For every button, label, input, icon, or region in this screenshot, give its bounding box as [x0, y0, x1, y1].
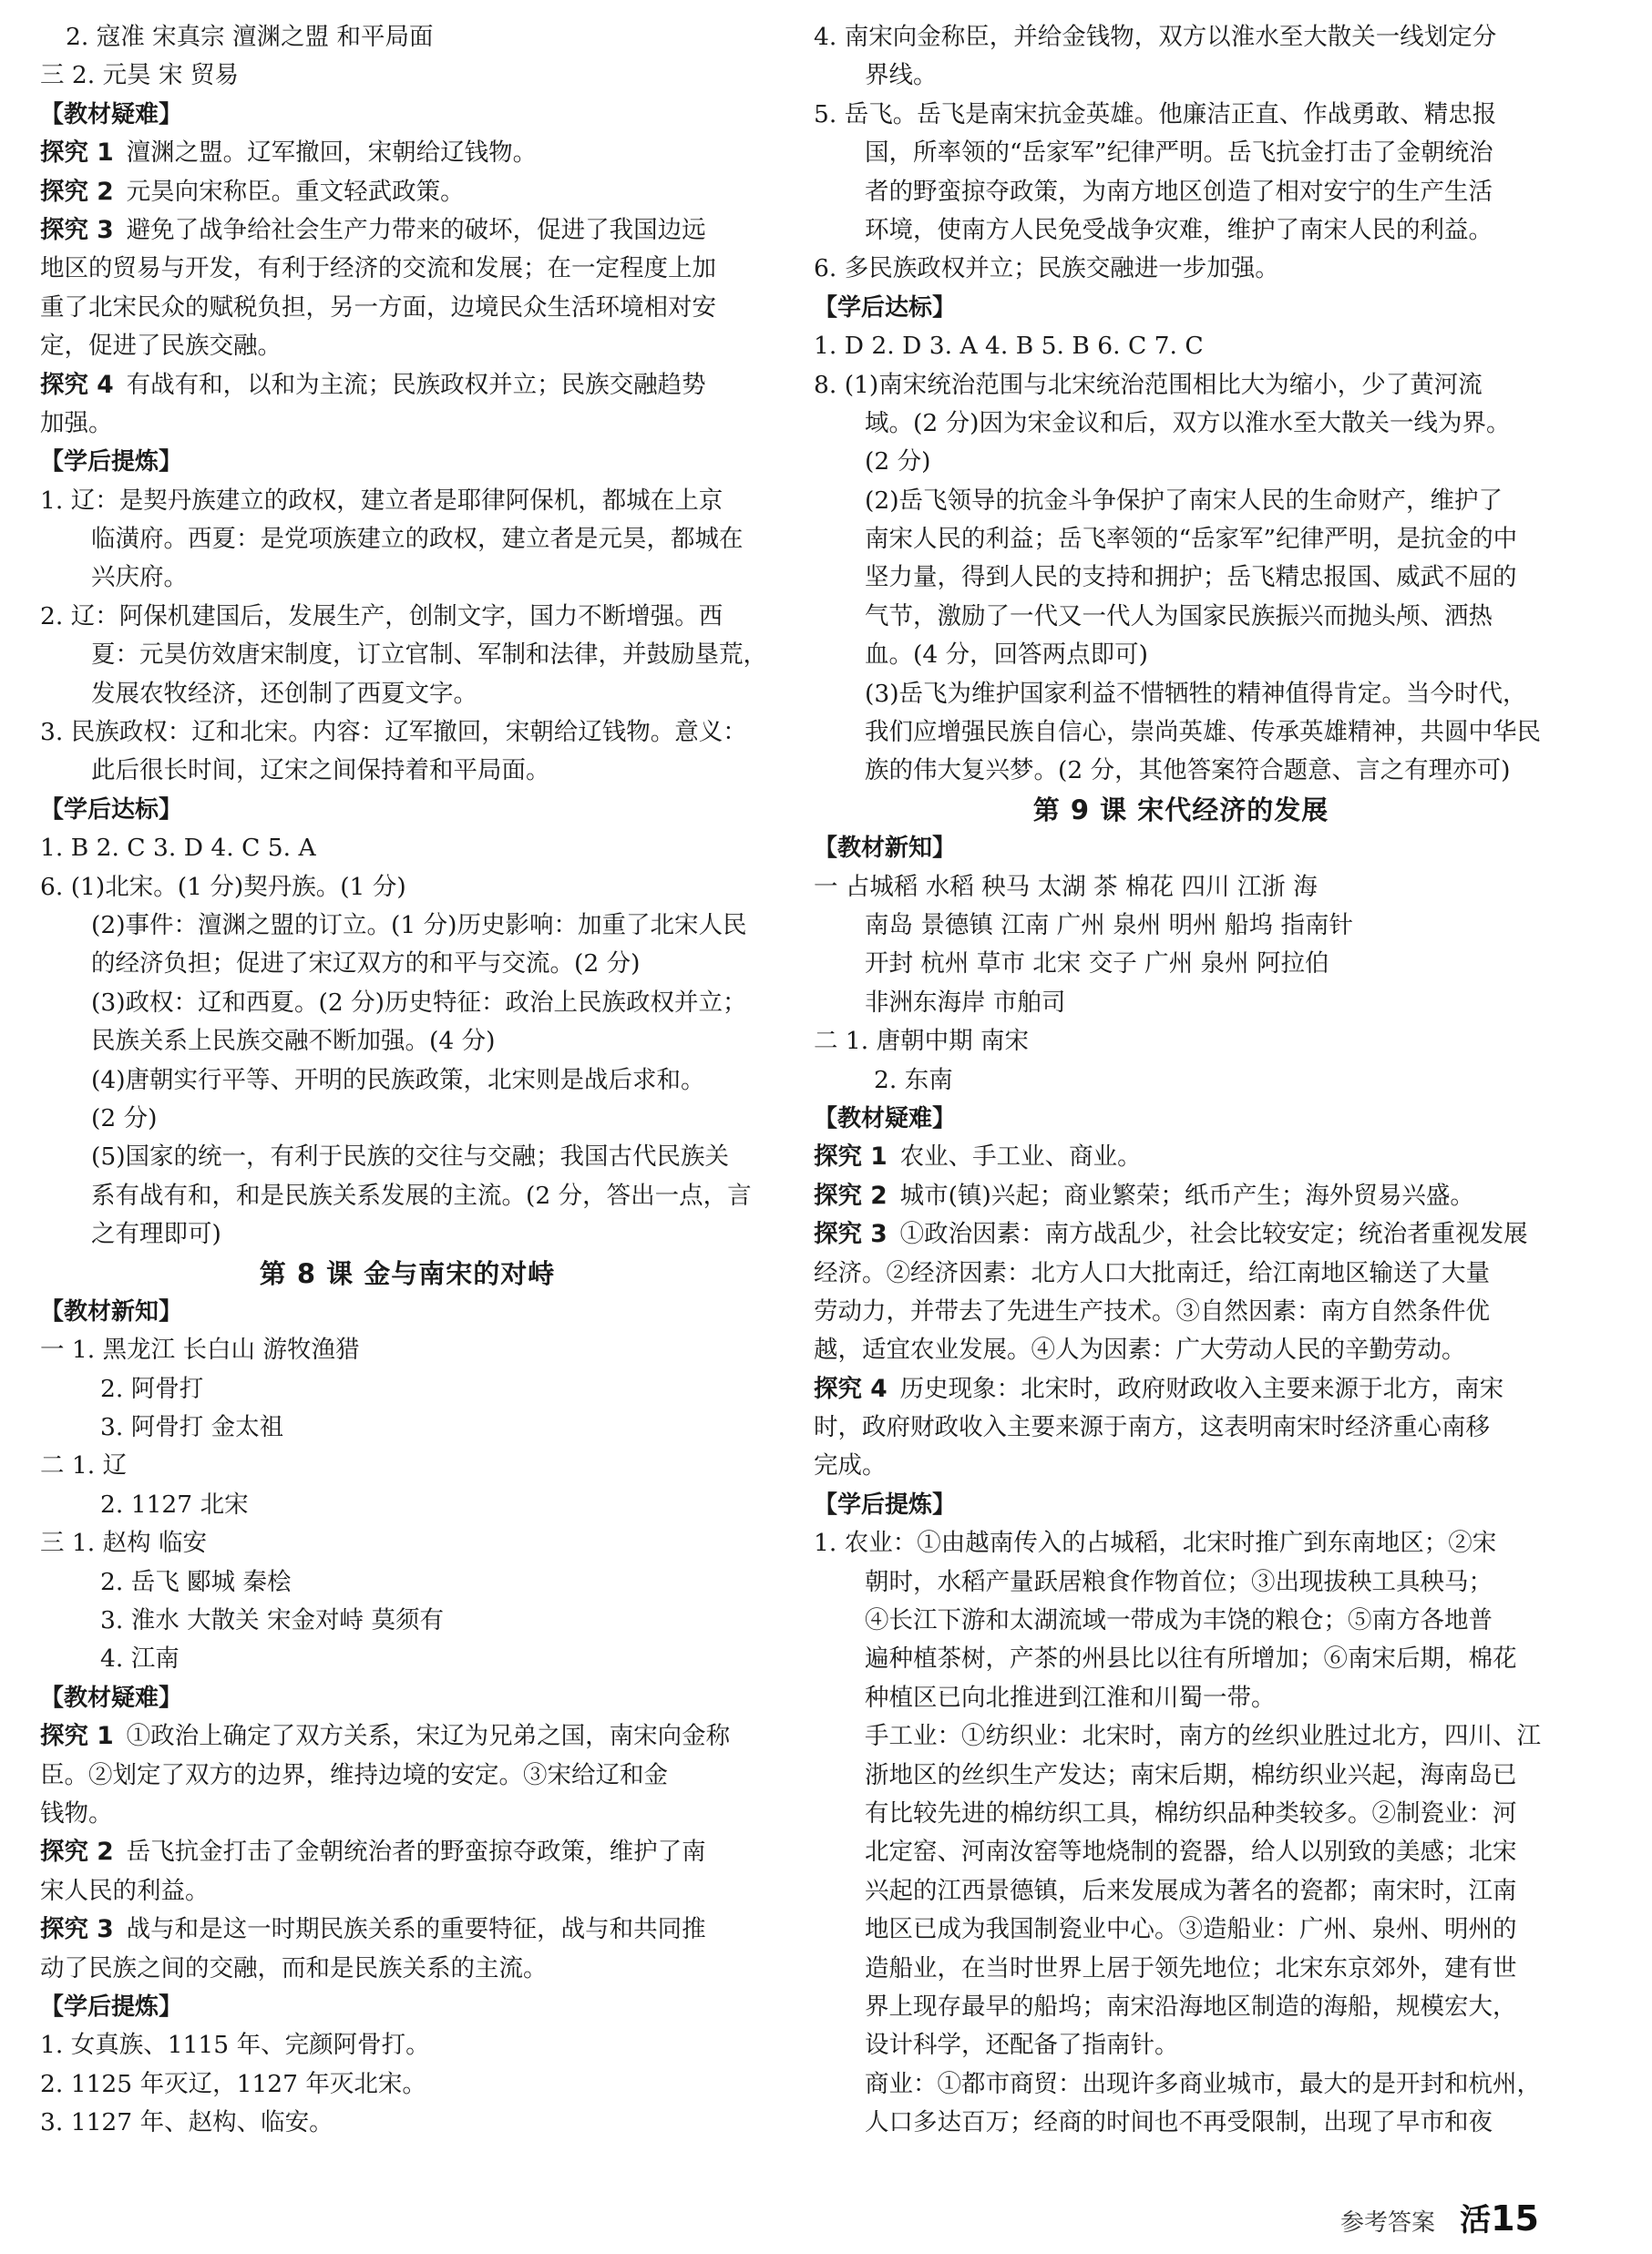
text-line: [814, 443, 1548, 481]
line-text: 农业、手工业、商业。: [899, 1142, 1142, 1172]
text-line: [40, 829, 775, 867]
inquiry-label: 探究 3: [40, 1915, 114, 1944]
text-line: [40, 250, 775, 288]
line-text: 人口多达百万；经商的时间也不再受限制，出现了早市和夜: [865, 2108, 1493, 2137]
line-text: 3. 淮水 大散关 宋金对峙 莫须有: [100, 1606, 444, 1635]
text-line: [40, 211, 775, 250]
line-text: 朝时，水稻产量跃居粮食作物首位；③出现拔秧工具秧马；: [865, 1567, 1493, 1596]
text-line: [814, 250, 1548, 288]
text-line: [814, 1988, 1548, 2026]
text-line: [814, 558, 1548, 597]
text-line: [814, 1563, 1548, 1602]
line-text: 者的野蛮掠夺政策，为南方地区创造了相对安宁的生产生活: [865, 177, 1493, 206]
line-text: 一 1. 黑龙江 长白山 游牧渔猎: [40, 1336, 360, 1365]
text-line: [40, 1061, 775, 1100]
text-line: [814, 134, 1548, 172]
line-text: 2. 1127 北宋: [100, 1490, 249, 1519]
text-line: [40, 2104, 775, 2142]
text-line: [814, 752, 1548, 790]
section-heading: 【学后达标】: [814, 293, 957, 322]
line-text: 开封 杭州 草市 北宋 交子 广州 泉州 阿拉伯: [865, 949, 1329, 978]
text-line: [40, 1640, 775, 1678]
text-line: [40, 405, 775, 443]
inquiry-label: 探究 2: [814, 1181, 888, 1210]
line-text: 种植区已向北推进到江淮和川蜀一带。: [865, 1683, 1276, 1712]
line-text: 国，所率领的“岳家军”纪律严明。岳飞抗金打击了金朝统治: [865, 138, 1493, 168]
line-text: 4. 江南: [100, 1644, 180, 1674]
section-heading: 【教材新知】: [40, 1297, 183, 1326]
line-text: 1. 辽：是契丹族建立的政权，建立者是耶律阿保机，都城在上京: [40, 486, 723, 515]
line-text: 域。(2 分)因为宋金议和后，双方以淮水至大散关一线为界。: [865, 408, 1511, 437]
text-line: [40, 868, 775, 907]
text-line: [40, 1833, 775, 1871]
text-line: [40, 1717, 775, 1756]
line-text: 澶渊之盟。辽军撤回，宋朝给辽钱物。: [126, 138, 538, 168]
section-heading: 【教材疑难】: [40, 1684, 183, 1712]
line-text: 发展农牧经济，还创制了西夏文字。: [91, 679, 477, 708]
text-line: [40, 1215, 775, 1254]
line-text: 界上现存最早的船坞；南宋沿海地区制造的海船，规模宏大，: [865, 1992, 1517, 2021]
text-line: [40, 598, 775, 636]
line-text: 6. 多民族政权并立；民族交融进一步加强。: [814, 254, 1279, 283]
line-text: 临潢府。西夏：是党项族建立的政权，建立者是元昊，都城在: [91, 525, 744, 554]
text-line: [40, 2026, 775, 2064]
inquiry-label: 探究 3: [814, 1220, 888, 1249]
text-line: [814, 1872, 1548, 1911]
inquiry-label: 探究 1: [40, 138, 114, 168]
text-line: [40, 482, 775, 520]
text-line: [40, 1795, 775, 1833]
inquiry-label: 探究 1: [40, 1722, 114, 1751]
text-line: [814, 2065, 1548, 2104]
line-text: 三 2. 元昊 宋 贸易: [40, 61, 239, 90]
text-line: [814, 1331, 1548, 1369]
line-text: 民族关系上民族交融不断加强。(4 分): [91, 1027, 496, 1056]
line-text: 6. (1)北宋。(1 分)契丹族。(1 分): [40, 872, 406, 901]
page-footer: [1340, 2198, 1539, 2239]
lesson-title: 第 9 课 宋代经济的发展: [1032, 794, 1329, 825]
text-line: [40, 1950, 775, 1988]
line-text: 宋人民的利益。: [40, 1876, 210, 1905]
text-line: [814, 1138, 1548, 1176]
line-text: ④长江下游和太湖流域一带成为丰饶的粮仓；⑤南方各地普: [865, 1606, 1493, 1635]
line-text: 3. 1127 年、赵构、临安。: [40, 2108, 333, 2137]
line-text: 血。(4 分，回答两点即可): [865, 640, 1148, 670]
line-text: (2)岳飞领导的抗金斗争保护了南宋人民的生命财产，维护了: [865, 486, 1503, 515]
text-line: [40, 289, 775, 327]
line-text: 夏：元昊仿效唐宋制度，订立官制、军制和法律，并鼓励垦荒，: [91, 640, 767, 670]
line-text: 臣。②划定了双方的边界，维持边境的安定。③宋给辽和金: [40, 1760, 668, 1789]
line-text: (5)国家的统一，有利于民族的交往与交融；我国古代民族关: [91, 1142, 730, 1172]
text-line: [40, 1331, 775, 1369]
line-text: 4. 南宋向金称臣，并给金钱物，双方以淮水至大散关一线划定分: [814, 23, 1497, 51]
text-line: [814, 1293, 1548, 1331]
line-text: 1. B 2. C 3. D 4. C 5. A: [40, 834, 316, 863]
text-line: [814, 327, 1548, 365]
line-text: ①政治上确定了双方关系，宋辽为兄弟之国，南宋向金称: [126, 1722, 731, 1751]
text-line: [814, 1833, 1548, 1871]
footer-brand: 活: [1460, 2202, 1492, 2239]
text-line: [814, 405, 1548, 443]
text-line: [40, 1602, 775, 1640]
line-text: 2. 辽：阿保机建国后，发展生产，创制文字，国力不断增强。西: [40, 601, 723, 630]
text-line: [814, 1602, 1548, 1640]
text-line: [814, 1757, 1548, 1795]
line-text: (3)政权：辽和西夏。(2 分)历史特征：政治上民族政权并立；: [91, 988, 747, 1017]
line-text: 二 1. 辽: [40, 1451, 128, 1480]
text-line: [814, 18, 1548, 56]
text-line: [40, 327, 775, 365]
line-text: 动了民族之间的交融，而和是民族关系的主流。: [40, 1953, 548, 1982]
line-text: 非洲东海岸 市舶司: [865, 988, 1066, 1017]
inquiry-label: 探究 4: [814, 1374, 888, 1403]
text-line: [814, 675, 1548, 713]
line-text: 我们应增强民族自信心，崇尚英雄、传承英雄精神，共圆中华民: [865, 718, 1541, 747]
text-line: [40, 752, 775, 790]
line-text: 有比较先进的棉纺织工具，棉纺织品种类较多。②制瓷业：河: [865, 1798, 1517, 1828]
text-line: [814, 945, 1548, 983]
footer-label: 参考答案: [1340, 2209, 1436, 2237]
line-text: 界线。: [865, 61, 938, 90]
text-line: [40, 1370, 775, 1409]
text-line: [814, 1409, 1548, 1447]
text-line: [814, 173, 1548, 211]
lesson-title: 第 8 课 金与南宋的对峙: [259, 1257, 556, 1289]
right-column: [814, 18, 1548, 2142]
text-line: [40, 984, 775, 1022]
text-line: [40, 1486, 775, 1524]
text-line: [40, 1177, 775, 1215]
text-line: [40, 2065, 775, 2104]
inquiry-label: 探究 3: [40, 215, 114, 244]
line-text: 地区的贸易与开发，有利于经济的交流和发展；在一定程度上加: [40, 254, 716, 283]
section-heading: 【学后提炼】: [814, 1491, 957, 1519]
text-line: [40, 366, 775, 405]
line-text: 1. D 2. D 3. A 4. B 5. B 6. C 7. C: [814, 332, 1204, 361]
line-text: 气节，激励了一代又一代人为国家民族振兴而抛头颅、洒热: [865, 601, 1493, 630]
section-heading: 【学后提炼】: [40, 448, 183, 476]
text-line: [40, 520, 775, 558]
text-line: [814, 1679, 1548, 1717]
text-line: [814, 1022, 1548, 1060]
text-line: [814, 366, 1548, 405]
left-column: [40, 18, 775, 2142]
line-text: 避免了战争给社会生产力带来的破坏，促进了我国边远: [126, 215, 706, 244]
line-text: (4)唐朝实行平等、开明的民族政策，北宋则是战后求和。: [91, 1065, 705, 1094]
text-line: [40, 675, 775, 713]
text-line: [814, 482, 1548, 520]
line-text: 兴起的江西景德镇，后来发展成为著名的瓷都；南宋时，江南: [865, 1876, 1517, 1905]
text-line: [40, 1524, 775, 1562]
text-line: [40, 1563, 775, 1602]
line-text: 有战有和，以和为主流；民族政权并立；民族交融趋势: [126, 370, 706, 399]
line-text: 商业：①都市商贸：出现许多商业城市，最大的是开封和杭州，: [865, 2069, 1541, 2098]
line-text: 战与和是这一时期民族关系的重要特征，战与和共同推: [126, 1915, 706, 1944]
text-line: [814, 1950, 1548, 1988]
line-text: 二 1. 唐朝中期 南宋: [814, 1027, 1030, 1056]
line-text: 造船业，在当时世界上居于领先地位；北宋东京郊外，建有世: [865, 1953, 1517, 1982]
line-text: 族的伟大复兴梦。(2 分，其他答案符合题意、言之有理亦可): [865, 756, 1511, 785]
line-text: 兴庆府。: [91, 563, 188, 592]
line-text: 环境，使南方人民免受战争灾难，维护了南宋人民的利益。: [865, 215, 1493, 244]
text-line: [814, 1370, 1548, 1409]
text-line: [814, 1255, 1548, 1293]
section-heading: 【学后提炼】: [40, 1993, 183, 2021]
line-text: 三 1. 赵构 临安: [40, 1529, 208, 1558]
line-text: 重了北宋民众的赋税负担，另一方面，边境民众生活环境相对安: [40, 292, 716, 322]
line-text: 加强。: [40, 408, 113, 437]
text-line: [814, 96, 1548, 134]
line-text: 时，政府财政收入主要来源于南方，这表明南宋时经济重心南移: [814, 1413, 1490, 1442]
section-heading: 【学后达标】: [40, 795, 183, 824]
inquiry-label: 探究 2: [40, 177, 114, 206]
text-line: [814, 211, 1548, 250]
line-text: 遍种植茶树，产茶的州县比以往有所增加；⑥南宋后期，棉花: [865, 1644, 1517, 1674]
line-text: 北定窑、河南汝窑等地烧制的瓷器，给人以别致的美感；北宋: [865, 1838, 1517, 1867]
line-text: 3. 民族政权：辽和北宋。内容：辽军撤回，宋朝给辽钱物。意义：: [40, 718, 747, 747]
text-line: [40, 907, 775, 945]
line-text: 5. 岳飞。岳飞是南宋抗金英雄。他廉洁正直、作战勇敢、精忠报: [814, 99, 1497, 128]
text-line: [814, 1717, 1548, 1756]
text-line: [814, 1524, 1548, 1562]
line-text: 设计科学，还配备了指南针。: [865, 2031, 1179, 2060]
text-line: [40, 134, 775, 172]
text-line: [40, 1409, 775, 1447]
section-heading: 【教材新知】: [814, 835, 957, 863]
text-line: [814, 1447, 1548, 1485]
text-line: [40, 1022, 775, 1060]
line-text: 手工业：①纺织业：北宋时，南方的丝织业胜过北方，四川、江: [865, 1722, 1541, 1751]
section-heading: 【教材疑难】: [814, 1104, 957, 1132]
text-line: [40, 713, 775, 752]
text-line: [40, 636, 775, 674]
line-text: 地区已成为我国制瓷业中心。③造船业：广州、泉州、明州的: [865, 1915, 1517, 1944]
line-text: 浙地区的丝织生产发达；南宋后期，棉纺织业兴起，海南岛已: [865, 1760, 1517, 1789]
line-text: 劳动力，并带去了先进生产技术。③自然因素：南方自然条件优: [814, 1296, 1490, 1326]
line-text: 2. 1125 年灭辽，1127 年灭北宋。: [40, 2069, 426, 2098]
text-line: [814, 1795, 1548, 1833]
line-text: 之有理即可): [91, 1220, 221, 1249]
line-text: 历史现象：北宋时，政府财政收入主要来源于北方，南宋: [899, 1374, 1504, 1403]
line-text: 岳飞抗金打击了金朝统治者的野蛮掠夺政策，维护了南: [126, 1838, 706, 1867]
line-text: (2 分): [91, 1103, 158, 1132]
page-number: 15: [1491, 2198, 1539, 2239]
line-text: 定，促进了民族交融。: [40, 332, 282, 361]
text-line: [40, 18, 775, 56]
text-line: [814, 1061, 1548, 1100]
line-text: 此后很长时间，辽宋之间保持着和平局面。: [91, 756, 550, 785]
line-text: 2. 岳飞 郾城 秦桧: [100, 1567, 292, 1596]
text-line: [40, 1872, 775, 1911]
text-line: [814, 1911, 1548, 1949]
text-line: [814, 868, 1548, 907]
line-text: 南宋人民的利益；岳飞率领的“岳家军”纪律严明，是抗金的中: [865, 525, 1518, 554]
inquiry-label: 探究 1: [814, 1142, 888, 1172]
line-text: 2. 阿骨打: [100, 1374, 204, 1403]
line-text: 越，适宜农业发展。④人为因素：广大劳动人民的辛勤劳动。: [814, 1336, 1466, 1365]
text-line: [40, 1757, 775, 1795]
line-text: 1. 农业：①由越南传入的占城稻，北宋时推广到东南地区；②宋: [814, 1529, 1497, 1558]
text-line: [814, 56, 1548, 95]
line-text: 南岛 景德镇 江南 广州 泉州 明州 船坞 指南针: [865, 910, 1353, 939]
line-text: (3)岳飞为维护国家利益不惜牺牲的精神值得肯定。当今时代，: [865, 679, 1527, 708]
line-text: 3. 阿骨打 金太祖: [100, 1413, 284, 1442]
text-line: [40, 1138, 775, 1176]
text-line: [814, 2104, 1548, 2142]
line-text: (2 分): [865, 447, 931, 476]
text-line: [814, 907, 1548, 945]
line-text: 完成。: [814, 1451, 887, 1480]
line-text: 钱物。: [40, 1798, 113, 1828]
text-line: [40, 1100, 775, 1138]
line-text: 2. 寇准 宋真宗 澶渊之盟 和平局面: [66, 23, 434, 51]
text-line: [814, 1640, 1548, 1678]
line-text: 城市(镇)兴起；商业繁荣；纸币产生；海外贸易兴盛。: [899, 1181, 1474, 1210]
text-line: [814, 598, 1548, 636]
text-line: [40, 945, 775, 983]
inquiry-label: 探究 2: [40, 1838, 114, 1867]
text-line: [40, 56, 775, 95]
text-line: [814, 1215, 1548, 1254]
section-heading: 【教材疑难】: [40, 100, 183, 128]
line-text: ①政治因素：南方战乱少，社会比较安定；统治者重视发展: [899, 1220, 1528, 1249]
line-text: 8. (1)南宋统治范围与北宋统治范围相比大为缩小，少了黄河流: [814, 370, 1483, 399]
line-text: 元昊向宋称臣。重文轻武政策。: [126, 177, 465, 206]
line-text: 2. 东南: [874, 1065, 953, 1094]
text-line: [40, 1447, 775, 1485]
line-text: (2)事件：澶渊之盟的订立。(1 分)历史影响：加重了北宋人民: [91, 910, 747, 939]
text-line: [40, 173, 775, 211]
text-line: [814, 2026, 1548, 2064]
text-line: [814, 636, 1548, 674]
text-line: [40, 558, 775, 597]
text-line: [40, 1911, 775, 1949]
text-line: [814, 1177, 1548, 1215]
line-text: 经济。②经济因素：北方人口大批南迁，给江南地区输送了大量: [814, 1258, 1490, 1287]
text-line: [814, 713, 1548, 752]
line-text: 坚力量，得到人民的支持和拥护；岳飞精忠报国、威武不屈的: [865, 563, 1517, 592]
line-text: 系有战有和，和是民族关系发展的主流。(2 分，答出一点，言: [91, 1181, 752, 1210]
line-text: 1. 女真族、1115 年、完颜阿骨打。: [40, 2031, 430, 2060]
inquiry-label: 探究 4: [40, 370, 114, 399]
text-line: [814, 520, 1548, 558]
line-text: 一 占城稻 水稻 秧马 太湖 茶 棉花 四川 江浙 海: [814, 872, 1318, 901]
line-text: 的经济负担；促进了宋辽双方的和平与交流。(2 分): [91, 949, 641, 978]
text-line: [814, 984, 1548, 1022]
